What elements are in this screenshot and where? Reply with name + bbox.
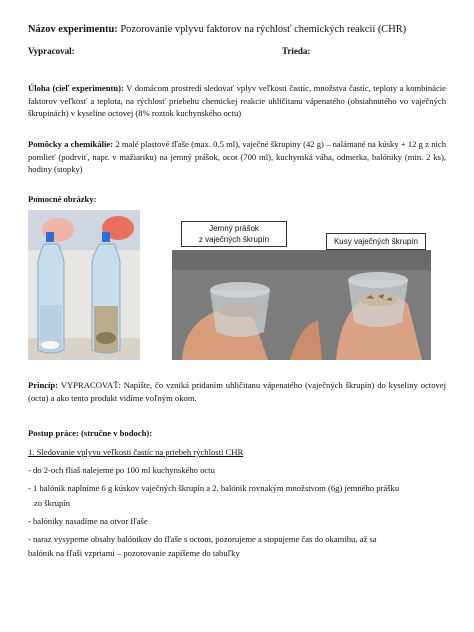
procedure-step-2b: zo škrupín — [34, 498, 71, 508]
author-label: Vypracoval: — [28, 46, 75, 56]
bottle-right — [92, 232, 120, 353]
class-label: Trieda: — [282, 46, 311, 56]
procedure-step-3: - balóniky nasadíme na otvor fľaše — [28, 516, 148, 526]
author-row — [28, 45, 446, 58]
title-label: Názov experimentu: — [28, 24, 118, 35]
callout-fine-line2: z vaječných škrupín — [198, 235, 270, 244]
title-text: Pozorovanie vplyvu faktorov na rýchlosť chemických reakcií (CHR) — [120, 24, 407, 35]
bottles-photo — [28, 210, 140, 360]
procedure-step-2a: - 1 balónik naplníme 6 g kúskov vaječných škrupín a 2. balónik rovnakým množstvom (6g) jemného prášku — [28, 483, 400, 493]
experiment-title — [28, 23, 446, 36]
tools-text: 2 malé plastové fľaše (max. 0,5 ml), vaječné škrupiny (42 g) – nalámané na kúsky + 12 g z nich pomlieť (podrviť, napr. v mažiariku) na jemný prášok, ocot (700 ml), kuchynská váha, odmerka, balóniky (min. 2 ks), hodiny (stopky) — [28, 139, 447, 175]
task-paragraph — [28, 82, 446, 120]
procedure-step-4b: balónik na fľaši vzpriami – pozorovanie zapíšeme do tabuľky — [28, 548, 240, 558]
procedure-heading: Postup práce: (stručne v bodoch): — [28, 428, 153, 438]
procedure-section-1: 1. Sledovanie vplyvu veľkosti častíc na priebeh rýchlosti CHR — [28, 447, 244, 457]
callout-coarse-pieces: Kusy vaječných škrupín — [326, 233, 426, 250]
tools-label: Pomôcky a chemikálie: — [28, 139, 114, 149]
pictures-heading: Pomocné obrázky: — [28, 194, 97, 204]
procedure-step-1: - do 2-och fliaš nalejeme po 100 ml kuchynského octu — [28, 465, 215, 475]
procedure-step-4a: - naraz vysypeme obsahy balónikov do fľaše s octom, pozorujeme a stopujeme čas do okamihu, až sa — [28, 534, 377, 544]
task-label: Úloha (cieľ experimentu): — [28, 83, 124, 93]
tools-paragraph — [28, 138, 446, 176]
task-text: V domácom prostredí sledovať vplyv veľkosti častíc, množstva častíc, teploty a kombinácie faktorov veľkosť a teplota, na rýchlosť priebehu chemickej reakcie uhličitanu vápenatého (obsiahnutého vo vaječných škrupinách) v kyseline octovej (8% roztok kuchynského octu) — [28, 83, 446, 119]
callout-fine-line1: Jemný prášok — [209, 224, 259, 233]
eggshells-photo — [172, 250, 431, 360]
bottle-left — [38, 232, 64, 353]
principle-lead: VYPRACOVAŤ: — [60, 380, 121, 390]
principle-paragraph — [28, 379, 446, 404]
principle-text: Napíšte, čo vzniká pridaním uhličitanu vápenatého (vaječných škrupín) do kyseliny octovej (octu) a ako tento produkt vidíme voľným okom. — [28, 380, 446, 403]
callout-fine-powder — [181, 221, 287, 247]
principle-label: Princíp: — [28, 380, 59, 390]
